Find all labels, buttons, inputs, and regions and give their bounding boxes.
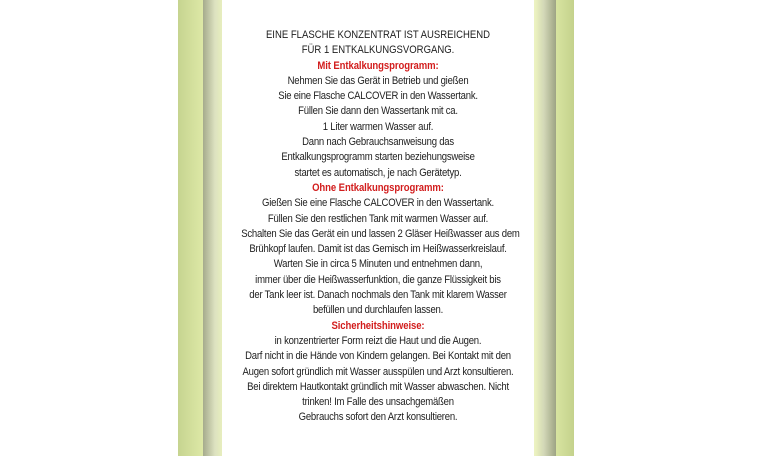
instruction-line: Füllen Sie den restlichen Tank mit warmen Wasser auf.	[267, 212, 489, 225]
safety-line: in konzentrierter Form reizt die Haut und die Augen.	[274, 334, 482, 347]
instruction-line: startet es automatisch, je nach Gerätetyp.	[294, 166, 462, 179]
header-line: FÜR 1 ENTKALKUNGSVORGANG.	[301, 44, 455, 57]
instruction-line: Füllen Sie dann den Wassertank mit ca.	[298, 105, 458, 118]
section-title-safety: Sicherheitshinweise:	[331, 319, 425, 332]
safety-line: Darf nicht in die Hände von Kindern gelangen. Bei Kontakt mit den	[245, 350, 511, 363]
instruction-line: Gießen Sie eine Flasche CALCOVER in den Wassertank.	[262, 197, 494, 210]
instruction-line: befüllen und durchlaufen lassen.	[312, 304, 444, 317]
section-title-with-program: Mit Entkalkungsprogramm:	[317, 59, 439, 72]
instruction-line: 1 Liter warmen Wasser auf.	[322, 120, 434, 133]
safety-line: trinken! Im Falle des unsachgemäßen	[302, 396, 454, 409]
instruction-line: Dann nach Gebrauchsanweisung das	[302, 136, 454, 149]
safety-line: Bei direktem Hautkontakt gründlich mit Wasser abwaschen. Nicht	[247, 380, 509, 393]
instruction-line: Warten Sie in circa 5 Minuten und entnehmen dann,	[273, 258, 483, 271]
instruction-line: Sie eine Flasche CALCOVER in den Wassertank.	[278, 90, 478, 103]
instruction-line: der Tank leer ist. Danach nochmals den Tank mit klarem Wasser	[249, 289, 507, 302]
header-line: EINE FLASCHE KONZENTRAT IST AUSREICHEND	[265, 29, 491, 41]
instruction-line: Schalten Sie das Gerät ein und lassen 2 Gläser Heißwasser aus dem	[241, 227, 520, 240]
section-title-without-program: Ohne Entkalkungsprogramm:	[312, 181, 444, 194]
instruction-line: Nehmen Sie das Gerät in Betrieb und gießen	[287, 74, 469, 87]
silver-swoosh-left	[203, 0, 223, 456]
label-text	[241, 28, 520, 426]
instruction-line: Brühkopf laufen. Damit ist das Gemisch im Heißwasserkreislauf.	[249, 243, 507, 256]
instruction-line: Entkalkungsprogramm starten beziehungsweise	[281, 151, 475, 164]
silver-swoosh-right	[536, 0, 556, 456]
safety-line: Gebrauchs sofort den Arzt konsultieren.	[298, 411, 458, 424]
instruction-line: immer über die Heißwasserfunktion, die ganze Flüssigkeit bis	[255, 273, 501, 286]
safety-line: Augen sofort gründlich mit Wasser ausspülen und Arzt konsultieren.	[242, 365, 514, 378]
